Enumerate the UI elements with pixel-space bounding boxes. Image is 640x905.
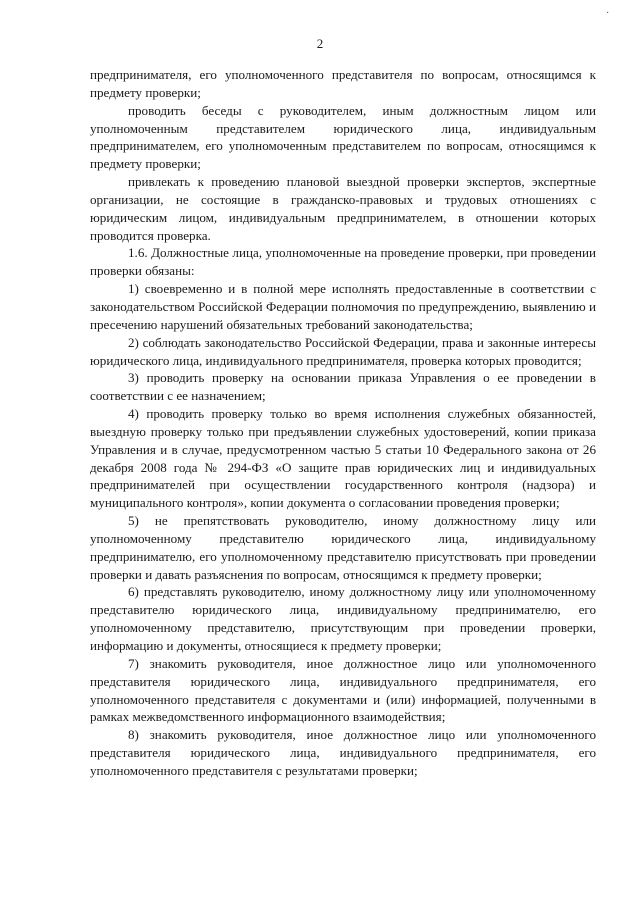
paragraph-continuation: предпринимателя, его уполномоченного представителя по вопросам, относящимся к предмету проверки; [90,67,596,100]
list-item-1: 1) своевременно и в полной мере исполнять предоставленные в соответствии с законодательством Российской Федерации полномочия по предупреждению, выявлению и пресечению нарушений обязательных требований законодательства; [90,281,596,332]
paragraph-section-1-6: 1.6. Должностные лица, уполномоченные на проведение проверки, при проведении проверки обязаны: [90,245,596,279]
list-item-4: 4) проводить проверку только во время исполнения служебных обязанностей, выездную проверку только при предъявлении служебных удостоверений, копии приказа Управления и в случае, предусмотренном частью 5 статьи 10 Федерального закона от 26 декабря 2008 года № 294-ФЗ «О защите прав юридических лиц и индивидуальных предпринимателей при осуществлении государственного контроля (надзора) и муниципального контроля», копии документа о согласовании проведения проверки; [90,406,596,511]
list-item-2: 2) соблюдать законодательство Российской Федерации, права и законные интересы юридического лица, индивидуального предпринимателя, проверка которых проводится; [90,334,596,368]
list-item-7: 7) знакомить руководителя, иное должностное лицо или уполномоченного представителя юридического лица, индивидуального предпринимателя, его уполномоченного представителя с документами и (или) информацией, полученными в рамках межведомственного информационного взаимодействия; [90,655,596,725]
list-item-8: 8) знакомить руководителя, иное должностное лицо или уполномоченного представителя юридического лица, индивидуального предпринимателя, его уполномоченного представителя с результатами проверки; [90,727,596,778]
corner-mark: · [606,8,610,19]
list-item-5: 5) не препятствовать руководителю, иному должностному лицу или уполномоченному представителю юридического лица, индивидуальному предпринимателю, его уполномоченному представителю присутствовать при проведении проверки и давать разъяснения по вопросам, относящимся к предмету проверки; [90,513,596,582]
list-item-6: 6) представлять руководителю, иному должностному лицу или уполномоченному представителю юридического лица, индивидуальному предпринимателю, его уполномоченному представителю, присутствующим при проведении проверки, информацию и документы, относящиеся к предмету проверки; [90,584,596,653]
paragraph-interview-right: проводить беседы с руководителем, иным должностным лицом или уполномоченным представителем юридического лица, индивидуальным предпринимателем, его уполномоченным представителем по вопросам, относящимся к предмету проверки; [90,102,596,172]
paragraph-experts-right: привлекать к проведению плановой выездной проверки экспертов, экспертные организации, не состоящие в гражданско-правовых и трудовых отношениях с юридическим лицом, индивидуальным предпринимателем, в отношении которых проводится проверка. [90,174,596,243]
list-item-3: 3) проводить проверку на основании приказа Управления о ее проведении в соответствии с ее назначением; [90,370,596,404]
page-number: 2 [316,36,324,51]
document-body [90,66,596,780]
